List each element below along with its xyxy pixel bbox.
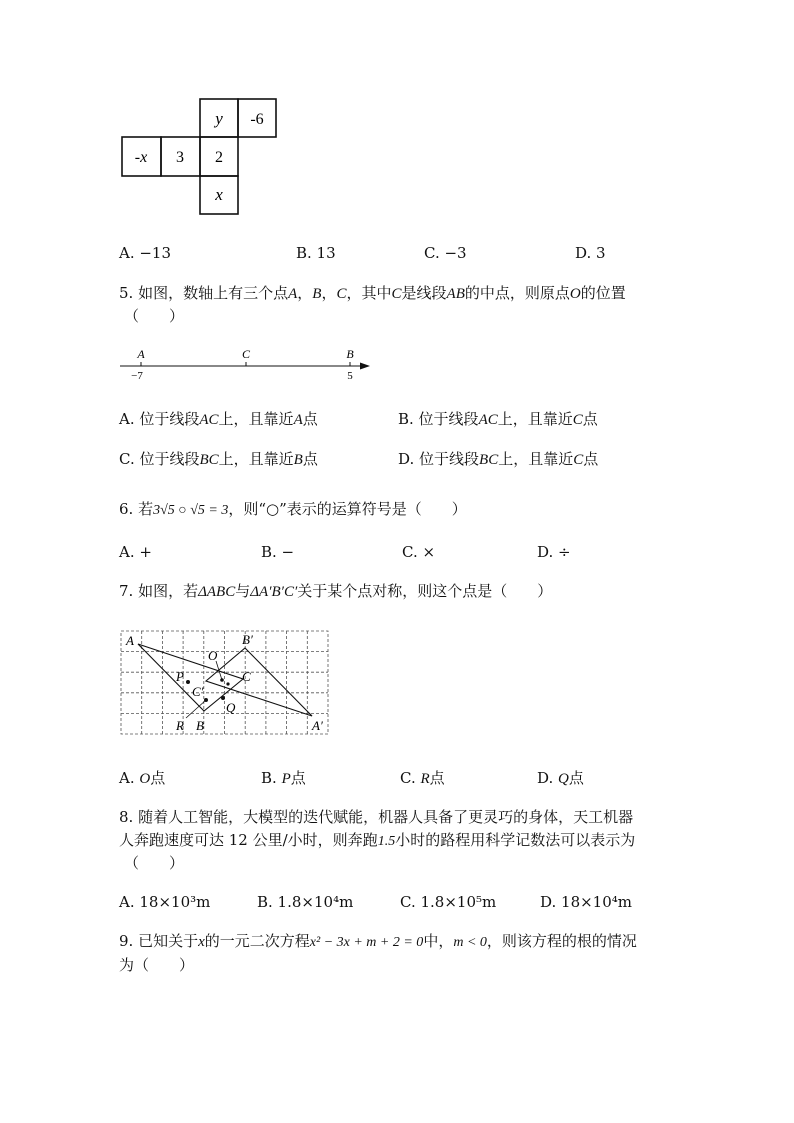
q7-pre: 7. 如图，若 [119, 582, 199, 600]
axis-label-b: B [346, 347, 354, 361]
net-text-x: x [215, 185, 223, 204]
net-text-negx: -x [134, 149, 148, 166]
q5-option-a-pt: A [293, 412, 303, 428]
triangle-a2b2c2 [206, 648, 312, 716]
q5-option-a[interactable] [119, 408, 318, 431]
q5-point-o: O [569, 286, 581, 302]
q5-option-d-seg: BC [479, 452, 499, 468]
q7-mid: 与 [235, 582, 251, 600]
axis-tick-5: 5 [347, 370, 353, 382]
number-line-figure [118, 344, 378, 384]
q6-option-b[interactable]: B. − [261, 543, 295, 561]
q5-option-a-pre: A. 位于线段 [119, 410, 200, 428]
q7-triangle-a2b2c2: ΔA′B′C′ [250, 584, 298, 600]
q5-option-c-seg: BC [199, 452, 219, 468]
number-line-arrow [360, 363, 370, 370]
q7-triangle-abc: ΔABC [198, 584, 236, 600]
q7-option-d-pt: Q [558, 771, 569, 787]
q9-pre: 9. 已知关于 [119, 932, 199, 950]
fig-label-c: C [242, 669, 251, 684]
q9-condition: m < 0 [453, 935, 487, 950]
q5-option-d-post: 点 [583, 450, 599, 468]
grid-lines [121, 631, 328, 734]
fig-label-a: A [126, 633, 134, 648]
q5-segment-ab: AB [446, 286, 465, 302]
q4-option-c[interactable]: C. −3 [424, 244, 467, 262]
q6-option-d[interactable]: D. ÷ [537, 543, 571, 561]
q9-mid: 的一元二次方程 [204, 932, 310, 950]
q8-option-d[interactable]: D. 18×10⁴m [540, 893, 633, 911]
fig-label-a2: A′ [312, 718, 323, 733]
q9-line2: 为（ ） [119, 956, 195, 974]
q5-option-d-pt: C [573, 452, 584, 468]
q7-post: 关于某个点对称，则这个点是（ ） [297, 582, 553, 600]
q5-paren: （ ） [124, 307, 185, 325]
q6-stem [119, 498, 467, 522]
q5-mid2: 是线段 [401, 284, 447, 302]
point-extra-dot [226, 682, 229, 685]
fig-label-o: O [208, 648, 218, 663]
q5-option-b-pt: C [572, 412, 583, 428]
q7-option-c[interactable] [400, 767, 445, 790]
fig-label-r: R [176, 718, 184, 733]
q8-line2-pre: 人奔跑速度可达 12 公里/小时，则奔跑 [119, 831, 378, 849]
net-text-neg6: -6 [250, 111, 264, 128]
q5-sep2: ， [321, 284, 337, 302]
q8-paren: （ ） [124, 854, 185, 872]
q7-option-a[interactable] [119, 767, 165, 790]
fig-label-c2: C′ [192, 684, 204, 699]
q5-option-c-mid: 上，且靠近 [218, 450, 294, 468]
q7-option-b-pre: B. [261, 769, 282, 787]
q5-point-c2: C [391, 286, 402, 302]
q5-stem [119, 282, 626, 305]
q6-option-c[interactable]: C. × [402, 543, 436, 561]
net-text-3: 3 [176, 149, 184, 166]
point-p-dot [186, 680, 190, 684]
q5-point-b: B [312, 286, 322, 302]
q5-option-c[interactable] [119, 448, 318, 471]
q8-option-b[interactable]: B. 1.8×10⁴m [257, 893, 354, 911]
q5-option-d[interactable] [398, 448, 598, 471]
q5-option-d-pre: D. 位于线段 [398, 450, 480, 468]
q8-option-a[interactable]: A. 18×10³m [119, 893, 211, 911]
q5-mid3: 的中点，则原点 [464, 284, 570, 302]
fig-label-b: B [196, 718, 204, 733]
q7-option-c-post: 点 [429, 769, 445, 787]
fig-label-q: Q [226, 700, 236, 715]
q5-mid1: ，其中 [346, 284, 392, 302]
q7-option-c-pt: R [420, 771, 430, 787]
q5-option-c-post: 点 [302, 450, 318, 468]
q6-expression: 3√5 ○ √5 = 3 [153, 503, 229, 518]
fig-label-b2: B′ [242, 632, 253, 647]
q5-option-a-mid: 上，且靠近 [218, 410, 294, 428]
q8-line1: 8. 随着人工智能，大模型的迭代赋能，机器人具备了更灵巧的身体，天工机器 [119, 808, 634, 826]
q5-option-b-post: 点 [582, 410, 598, 428]
q5-option-c-pre: C. 位于线段 [119, 450, 200, 468]
q7-option-d[interactable] [537, 767, 584, 790]
q9-post: ，则该方程的根的情况 [486, 932, 637, 950]
q7-option-a-post: 点 [150, 769, 166, 787]
axis-label-a: A [137, 347, 145, 361]
q4-option-a[interactable]: A. −13 [119, 244, 172, 262]
q5-option-c-pt: B [293, 452, 303, 468]
q5-stem-pre: 5. 如图，数轴上有三个点 [119, 284, 289, 302]
q5-option-a-seg: AC [199, 412, 219, 428]
q7-option-d-post: 点 [568, 769, 584, 787]
q7-option-c-pre: C. [400, 769, 421, 787]
q6-option-a[interactable]: A. + [119, 543, 152, 561]
q6-post: ，则“○”表示的运算符号是（ ） [228, 500, 467, 518]
q9-variable-x: x [198, 934, 205, 950]
q5-option-b[interactable] [398, 408, 598, 431]
q5-option-b-mid: 上，且靠近 [497, 410, 573, 428]
q4-option-b[interactable]: B. 13 [296, 244, 336, 262]
q7-option-d-pre: D. [537, 769, 559, 787]
q7-option-b-pt: P [281, 771, 291, 787]
cube-net-figure [118, 96, 282, 220]
q8-line2 [119, 829, 635, 853]
q5-option-b-seg: AC [478, 412, 498, 428]
q5-option-d-mid: 上，且靠近 [498, 450, 574, 468]
q7-option-b-post: 点 [290, 769, 306, 787]
q7-stem [119, 580, 552, 603]
q7-option-a-pre: A. [119, 769, 140, 787]
q7-option-b[interactable] [261, 767, 306, 790]
q5-sep1: ， [297, 284, 313, 302]
q8-line2-post: 小时的路程用科学记数法可以表示为 [395, 831, 636, 849]
q7-option-a-pt: O [139, 771, 151, 787]
point-q-dot [221, 696, 225, 700]
q8-line2-num: 1.5 [377, 834, 396, 849]
q9-stem [119, 930, 637, 954]
q5-tail: 的位置 [580, 284, 626, 302]
q9-equation: x² − 3x + m + 2 = 0 [309, 935, 424, 950]
fig-label-p: P [176, 669, 184, 684]
q5-option-a-post: 点 [302, 410, 318, 428]
q4-option-d[interactable]: D. 3 [575, 244, 606, 262]
net-text-2: 2 [215, 149, 223, 166]
q8-option-c[interactable]: C. 1.8×10⁵m [400, 893, 497, 911]
symmetry-grid-figure [118, 628, 332, 738]
axis-tick-neg7: −7 [131, 370, 143, 382]
q5-point-c: C [336, 286, 347, 302]
q5-point-a: A [288, 286, 298, 302]
axis-label-c: C [241, 347, 251, 361]
q6-pre: 6. 若 [119, 500, 154, 518]
q9-mid2: 中， [423, 932, 454, 950]
net-text-y: y [215, 109, 223, 128]
q5-option-b-pre: B. 位于线段 [398, 410, 479, 428]
